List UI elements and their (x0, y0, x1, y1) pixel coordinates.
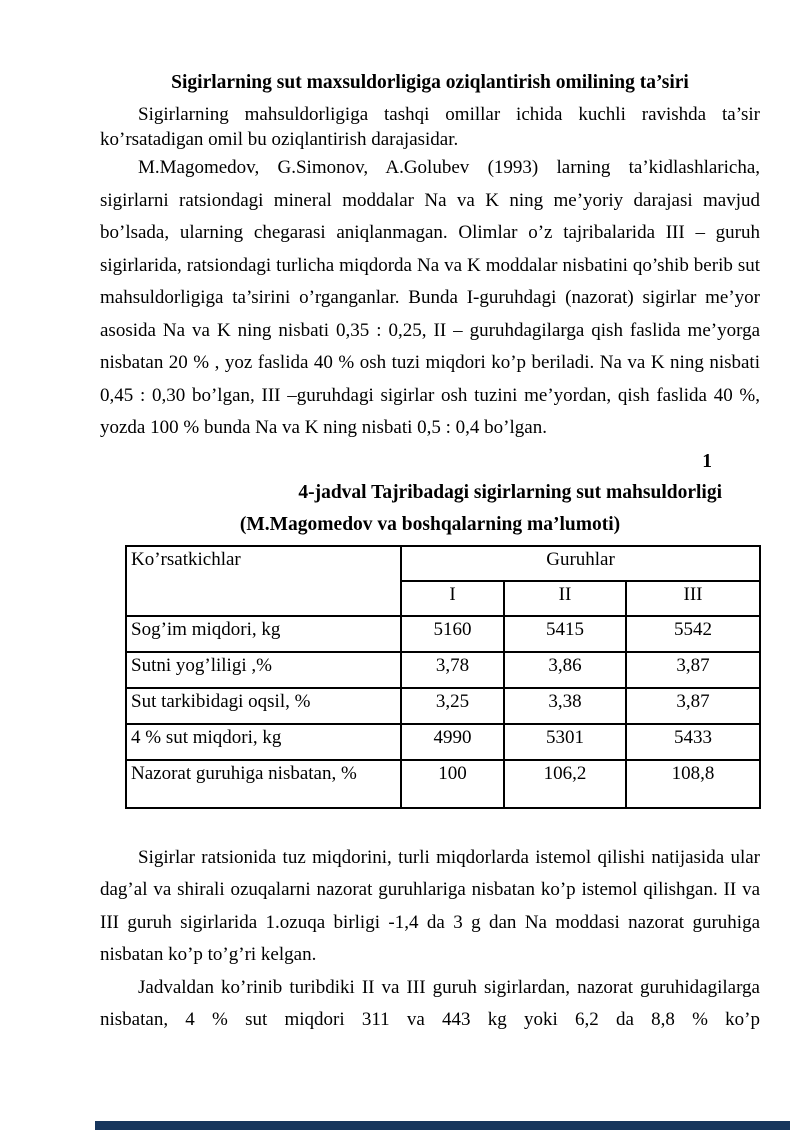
table-header-indicators: Ko’rsatkichlar (126, 546, 401, 616)
value-cell: 5301 (504, 724, 626, 760)
table-row (126, 616, 760, 652)
table-row (126, 724, 760, 760)
table-header-groups: Guruhlar (401, 546, 760, 581)
value-cell: 5160 (401, 616, 504, 652)
value-cell: 5542 (626, 616, 760, 652)
paragraph-study: M.Magomedov, G.Simonov, A.Golubev (1993) larning ta’kidlashlaricha, sigirlarni ratsiondagi mineral moddalar Na va K ning me’yoriy darajasi mavjud bo’lsada, ularning chegarasi aniqlanmagan. Olimlar o’z tajribalarida III – guruh sigirlarida, ratsiondagi turlicha miqdorda Na va K moddalar nisbatini qo’shib berib sut mahsuldorligiga ta’sirini o’rganganlar. Bunda I-guruhdagi (nazorat) sigirlar me’yor asosida Na va K ning nisbati 0,35 : 0,25, II – guruhdagilarga qish faslida me’yorga nisbatan 20 % , yoz faslida 40 % osh tuzi miqdori ko’p beriladi. Na va K ning nisbati 0,45 : 0,30 bo’lgan, III –guruhdagi sigirlar osh tuzini me’yordan, qish faslida 40 %, yozda 100 % bunda Na va K ning nisbati 0,5 : 0,4 bo’lgan. (100, 157, 760, 438)
table-caption-line2: (M.Magomedov va boshqalarning ma’lumoti) (239, 513, 621, 535)
table-row (126, 652, 760, 688)
table-header-group-2: II (504, 581, 626, 616)
value-cell: 3,38 (504, 688, 626, 724)
table-row (126, 688, 760, 724)
results-table (125, 545, 761, 809)
value-cell: 106,2 (504, 760, 626, 808)
value-cell: 108,8 (626, 760, 760, 808)
value-cell: 4990 (401, 724, 504, 760)
table-caption-line1: 4-jadval Tajribadagi sigirlarning sut mahsuldorligi (298, 481, 722, 503)
value-cell: 3,86 (504, 652, 626, 688)
row-label-cell: Sog’im miqdori, kg (126, 616, 401, 652)
paragraph-discussion: Sigirlar ratsionida tuz miqdorini, turli miqdorlarda istemol qilishi natijasida ular dag’al va shirali ozuqalarni nazorat guruhlariga nisbatan ko’p istemol qilishgan. II va III guruh sigirlarida 1.ozuqa birligi -1,4 da 3 g dan Na moddasi nazorat guruhiga nisbatan ko’p to’g’ri kelgan. (100, 846, 760, 965)
row-label-cell: Sut tarkibidagi oqsil, % (126, 688, 401, 724)
row-label-cell: Sutni yog’liligi ,% (126, 652, 401, 688)
table-header-group-3: III (626, 581, 760, 616)
value-cell: 3,25 (401, 688, 504, 724)
table-header-group-1: I (401, 581, 504, 616)
value-cell: 5433 (626, 724, 760, 760)
row-label-cell: Nazorat guruhiga nisbatan, % (126, 760, 401, 808)
value-cell: 100 (401, 760, 504, 808)
document-content (100, 70, 760, 1037)
row-label-cell: 4 % sut miqdori, kg (126, 724, 401, 760)
value-cell: 3,87 (626, 652, 760, 688)
paragraph-conclusion: Jadvaldan ko’rinib turibdiki II va III guruh sigirlardan, nazorat guruhidagilarga nisbatan, 4 % sut miqdori 311 va 443 kg yoki 6,2 da 8,8 % ko’p (100, 976, 760, 1030)
bottom-bar (95, 1121, 790, 1130)
paragraph-intro: Sigirlarning mahsuldorligiga tashqi omillar ichida kuchli ravishda ta’sir ko’rsatadigan omil bu oziqlantirish darajasidar. (100, 104, 760, 150)
table-row (126, 760, 760, 808)
value-cell: 3,78 (401, 652, 504, 688)
page-number: 1 (702, 450, 712, 472)
value-cell: 3,87 (626, 688, 760, 724)
page-title: Sigirlarning sut maxsuldorligiga oziqlantirish omilining ta’siri (171, 72, 689, 93)
value-cell: 5415 (504, 616, 626, 652)
